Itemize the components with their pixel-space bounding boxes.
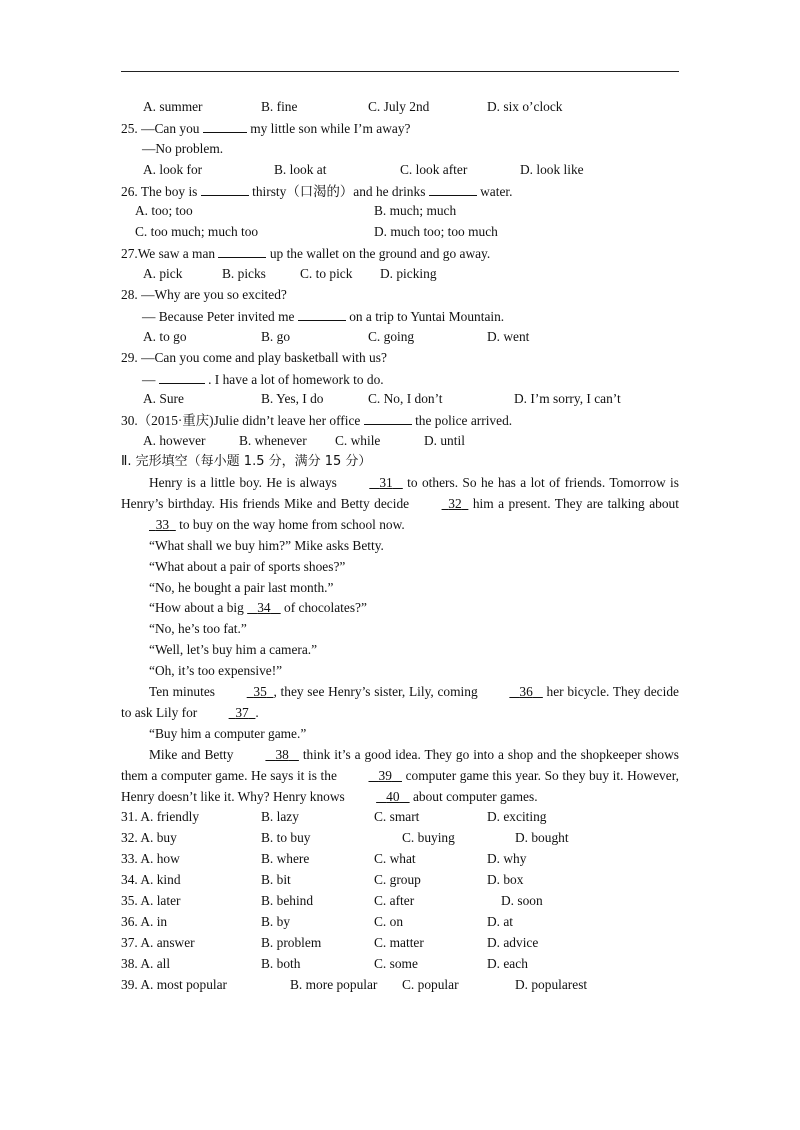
- question-27: [121, 243, 679, 264]
- cloze-blank-39: [341, 766, 402, 787]
- blank-number: 33: [155, 516, 170, 532]
- option-c: C. what: [374, 851, 416, 867]
- blank-number: 39: [378, 767, 392, 783]
- option-a: 37. A. answer: [121, 934, 195, 950]
- option-c: C. popular: [402, 976, 459, 992]
- option-d: D. each: [487, 955, 528, 971]
- option-d: D. went: [487, 328, 530, 344]
- option-b: B. behind: [261, 892, 314, 908]
- passage-text: .: [255, 704, 259, 720]
- cloze-option-row: [121, 807, 679, 828]
- option-c: C. smart: [374, 809, 420, 825]
- cloze-option-row: [121, 891, 679, 912]
- question-26: [121, 181, 679, 202]
- cloze-blank-35: [219, 682, 274, 703]
- question-text: my little son while I’m away?: [250, 120, 411, 136]
- option-b: B. go: [261, 328, 291, 344]
- option-d: D. picking: [380, 266, 437, 282]
- option-d: D. soon: [501, 892, 543, 908]
- blank-number: 31: [379, 475, 393, 491]
- option-b: B. Yes, I do: [261, 391, 324, 407]
- dialogue-line: “Oh, it’s too expensive!”: [149, 663, 283, 679]
- option-b: B. by: [261, 913, 291, 929]
- question-text: 25. —Can you: [121, 120, 200, 136]
- passage-text: “How about a big: [149, 600, 244, 616]
- passage-text: think it’s a good idea. They go into a shop and the shopkeeper shows them a computer game. He says it is the: [121, 746, 679, 783]
- q28-reply: [121, 306, 679, 327]
- option-c: C. matter: [374, 934, 424, 950]
- blank-number: 38: [275, 746, 289, 762]
- q29-reply: [121, 369, 679, 390]
- option-a: 39. A. most popular: [121, 976, 228, 992]
- cloze-option-row: [121, 912, 679, 933]
- option-d: D. six o’clock: [487, 99, 563, 114]
- option-b: B. much; much: [374, 203, 457, 219]
- option-a: 35. A. later: [121, 892, 181, 908]
- blank-number: 32: [448, 495, 462, 511]
- option-c: C. group: [374, 872, 421, 888]
- passage-text: computer game this year. So they buy it. However, Henry doesn’t like it. Why? Henry knows: [121, 767, 679, 804]
- q26-options-cd: [121, 222, 679, 243]
- option-a: 31. A. friendly: [121, 809, 200, 825]
- answer-blank: [364, 410, 412, 425]
- blank-number: 37: [235, 704, 249, 720]
- blank-number: 35: [253, 683, 267, 699]
- option-b: B. fine: [261, 99, 298, 114]
- cloze-option-row: [121, 975, 679, 996]
- question-text: — Because Peter invited me: [142, 308, 295, 324]
- passage-text: , they see Henry’s sister, Lily, coming: [273, 683, 478, 699]
- option-b: B. both: [261, 955, 301, 971]
- blank-number: 34: [257, 600, 271, 616]
- option-b: B. picks: [222, 266, 266, 282]
- answer-blank: [429, 181, 477, 196]
- cloze-blank-38: [237, 745, 298, 766]
- option-d: D. at: [487, 913, 514, 929]
- option-a: A. Sure: [143, 391, 184, 407]
- question-25: [121, 118, 679, 139]
- option-a: A. however: [143, 433, 206, 449]
- option-c: C. on: [374, 913, 404, 929]
- option-b: B. where: [261, 851, 310, 867]
- dialogue-line: “Buy him a computer game.”: [149, 725, 307, 741]
- cloze-option-row: [121, 828, 679, 849]
- cloze-blank-31: [341, 473, 402, 494]
- blank-number: 40: [386, 788, 400, 804]
- dialogue-line: “Well, let’s buy him a camera.”: [149, 642, 318, 658]
- passage-paragraph: [121, 682, 679, 724]
- question-30: [121, 410, 679, 431]
- passage-text: to others. So he has a lot of friends. Tomorrow is Henry’s birthday. His friends Mike and Betty decide: [121, 475, 679, 511]
- cloze-option-row: [121, 870, 679, 891]
- option-c: C. too much; much too: [135, 224, 259, 240]
- passage-text: Ten minutes: [149, 683, 215, 699]
- option-c: C. buying: [402, 830, 455, 846]
- question-text: thirsty（口渴的）and he drinks: [252, 183, 426, 199]
- q27-options: [121, 264, 679, 285]
- q25-reply: —No problem.: [142, 140, 224, 156]
- q28-options: [121, 327, 679, 348]
- option-d: D. much too; too much: [374, 224, 498, 240]
- option-b: B. more popular: [290, 976, 378, 992]
- answer-blank: [218, 243, 266, 258]
- option-a: 34. A. kind: [121, 872, 181, 888]
- option-b: B. problem: [261, 934, 322, 950]
- answer-blank: [298, 306, 346, 321]
- option-a: A. look for: [143, 161, 203, 177]
- option-d: D. until: [424, 433, 465, 449]
- section-title: Ⅱ. 完形填空（每小题 1.5 分，满分 15 分）: [121, 454, 372, 470]
- blank-number: 36: [519, 683, 533, 699]
- passage-text: her bicycle. They decide to ask Lily for: [121, 683, 679, 720]
- cloze-blank-33: [121, 515, 176, 536]
- cloze-option-row: [121, 954, 679, 975]
- option-c: C. look after: [400, 161, 468, 177]
- option-a: A. too; too: [135, 203, 193, 219]
- answer-blank: [203, 118, 247, 133]
- passage-text: him a present. They are talking about: [472, 495, 679, 511]
- option-d: D. why: [487, 851, 527, 867]
- cloze-option-row: [121, 849, 679, 870]
- q24-options: [121, 97, 679, 118]
- option-c: C. going: [368, 328, 415, 344]
- option-a: A. summer: [143, 99, 203, 114]
- passage-paragraph: [121, 745, 679, 808]
- option-a: 38. A. all: [121, 955, 171, 971]
- option-d: D. exciting: [487, 809, 547, 825]
- cloze-blank-36: [481, 682, 542, 703]
- option-a: 33. A. how: [121, 851, 180, 867]
- option-d: D. box: [487, 872, 524, 888]
- dialogue-line: “No, he’s too fat.”: [149, 621, 247, 637]
- option-c: C. after: [374, 892, 415, 908]
- option-c: C. some: [374, 955, 418, 971]
- passage-text: Henry is a little boy. He is always: [149, 475, 337, 491]
- option-a: A. pick: [143, 266, 183, 282]
- q29-options: [121, 389, 679, 410]
- passage-text: about computer games.: [412, 788, 538, 804]
- passage-paragraph: [121, 473, 679, 536]
- cloze-blank-32: [414, 494, 469, 515]
- question-text: . I have a lot of homework to do.: [208, 371, 384, 387]
- dialogue-line: “No, he bought a pair last month.”: [149, 579, 334, 595]
- question-text: on a trip to Yuntai Mountain.: [349, 308, 505, 324]
- header-rule: [121, 71, 679, 72]
- passage-text: to buy on the way home from school now.: [179, 516, 405, 532]
- question-text: —: [142, 371, 156, 387]
- option-c: C. No, I don’t: [368, 391, 443, 407]
- dialogue-line: [121, 598, 679, 619]
- question-text: 30.（2015·重庆)Julie didn’t leave her office: [121, 413, 361, 429]
- q30-options: [121, 431, 679, 452]
- cloze-blank-37: [201, 703, 259, 724]
- option-c: C. July 2nd: [368, 99, 430, 114]
- option-b: B. to buy: [261, 830, 311, 846]
- question-text: 26. The boy is: [121, 183, 198, 199]
- option-d: D. advice: [487, 934, 539, 950]
- option-b: B. whenever: [239, 433, 307, 449]
- question-text: the police arrived.: [415, 413, 513, 429]
- option-b: B. look at: [274, 161, 327, 177]
- dialogue-line: “What about a pair of sports shoes?”: [149, 558, 346, 574]
- q26-options-ab: [121, 201, 679, 222]
- cloze-blank-34: [247, 598, 280, 619]
- passage-text: of chocolates?”: [284, 600, 367, 616]
- option-a: A. to go: [143, 328, 187, 344]
- q25-options: [121, 160, 679, 181]
- question-28: 28. —Why are you so excited?: [121, 287, 287, 303]
- option-d: D. look like: [520, 161, 584, 177]
- worksheet-content: [121, 97, 679, 995]
- question-29: 29. —Can you come and play basketball with us?: [121, 349, 387, 365]
- cloze-option-row: [121, 933, 679, 954]
- cloze-blank-40: [348, 787, 409, 808]
- answer-blank: [201, 181, 249, 196]
- question-text: 27.We saw a man: [121, 246, 216, 262]
- option-d: D. bought: [515, 830, 569, 846]
- option-d: D. popularest: [515, 976, 588, 992]
- answer-blank: [159, 369, 205, 384]
- option-c: C. to pick: [300, 266, 353, 282]
- option-a: 36. A. in: [121, 913, 168, 929]
- passage-text: Mike and Betty: [149, 746, 234, 762]
- option-a: 32. A. buy: [121, 830, 177, 846]
- option-c: C. while: [335, 433, 381, 449]
- dialogue-line: “What shall we buy him?” Mike asks Betty.: [149, 537, 384, 553]
- question-text: water.: [480, 183, 513, 199]
- cloze-options: [121, 807, 679, 995]
- option-b: B. bit: [261, 872, 291, 888]
- option-d: D. I’m sorry, I can’t: [514, 391, 621, 407]
- question-text: up the wallet on the ground and go away.: [269, 246, 491, 262]
- option-b: B. lazy: [261, 809, 299, 825]
